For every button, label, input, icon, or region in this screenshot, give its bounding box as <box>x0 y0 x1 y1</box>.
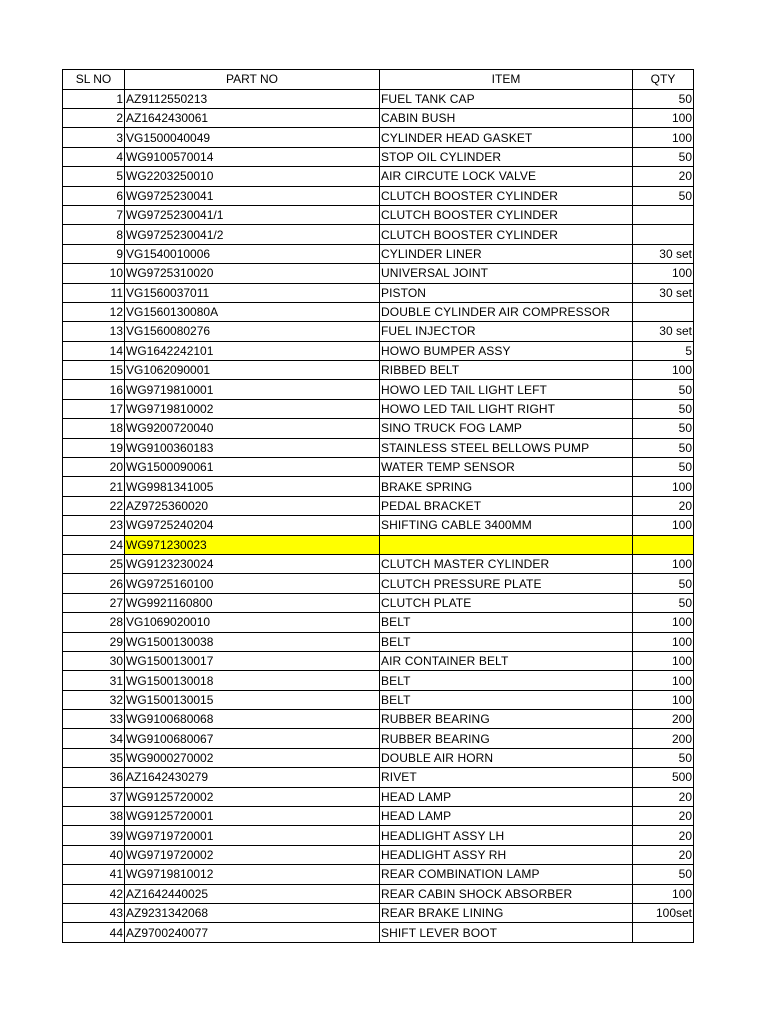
part-no-cell[interactable]: WG9100680068 <box>125 710 380 729</box>
item-cell[interactable]: HEADLIGHT ASSY RH <box>380 845 633 864</box>
table-row <box>63 108 694 127</box>
sl-cell[interactable]: 15 <box>63 361 125 380</box>
item-cell[interactable]: BELT <box>380 671 633 690</box>
sl-cell[interactable]: 19 <box>63 438 125 457</box>
qty-cell[interactable]: 50 <box>633 458 694 477</box>
part-no-cell[interactable]: VG1062090001 <box>125 361 380 380</box>
table-row <box>63 361 694 380</box>
table-row <box>63 884 694 903</box>
item-cell[interactable]: BELT <box>380 690 633 709</box>
qty-cell[interactable] <box>633 205 694 224</box>
item-cell[interactable]: RUBBER BEARING <box>380 729 633 748</box>
header-row <box>63 70 694 90</box>
qty-cell[interactable]: 20 <box>633 807 694 826</box>
qty-cell[interactable]: 50 <box>633 419 694 438</box>
part-no-cell[interactable]: WG9725240204 <box>125 516 380 535</box>
part-no-cell[interactable]: AZ9700240077 <box>125 923 380 942</box>
item-cell[interactable]: CLUTCH PLATE <box>380 593 633 612</box>
item-cell[interactable]: HEAD LAMP <box>380 787 633 806</box>
item-cell[interactable]: HOWO LED TAIL LIGHT LEFT <box>380 380 633 399</box>
item-cell[interactable] <box>380 535 633 554</box>
item-cell[interactable]: REAR BRAKE LINING <box>380 904 633 923</box>
item-cell[interactable]: PISTON <box>380 283 633 302</box>
item-cell[interactable]: CLUTCH PRESSURE PLATE <box>380 574 633 593</box>
table-row <box>63 438 694 457</box>
part-no-cell[interactable]: VG1560080276 <box>125 322 380 341</box>
part-no-cell[interactable]: WG9125720002 <box>125 787 380 806</box>
qty-cell[interactable]: 50 <box>633 593 694 612</box>
qty-cell[interactable] <box>633 302 694 321</box>
header-part-no[interactable]: PART NO <box>125 70 380 90</box>
table-row <box>63 904 694 923</box>
qty-cell[interactable]: 500 <box>633 768 694 787</box>
item-cell[interactable]: WATER TEMP SENSOR <box>380 458 633 477</box>
sl-cell[interactable]: 27 <box>63 593 125 612</box>
part-no-cell[interactable]: WG9981341005 <box>125 477 380 496</box>
qty-cell[interactable]: 30 set <box>633 322 694 341</box>
table-row <box>63 225 694 244</box>
qty-cell[interactable]: 100 <box>633 884 694 903</box>
qty-cell[interactable] <box>633 535 694 554</box>
item-cell[interactable]: CLUTCH MASTER CYLINDER <box>380 554 633 573</box>
sl-cell[interactable]: 1 <box>63 89 125 108</box>
part-no-cell[interactable]: WG9719810001 <box>125 380 380 399</box>
table-row <box>63 787 694 806</box>
sl-cell[interactable]: 40 <box>63 845 125 864</box>
part-no-cell[interactable]: WG9123230024 <box>125 554 380 573</box>
item-cell[interactable]: CABIN BUSH <box>380 108 633 127</box>
qty-cell[interactable]: 100 <box>633 108 694 127</box>
table-row <box>63 710 694 729</box>
table-row <box>63 768 694 787</box>
part-no-cell[interactable]: VG1560130080A <box>125 302 380 321</box>
sl-cell[interactable]: 12 <box>63 302 125 321</box>
item-cell[interactable]: BRAKE SPRING <box>380 477 633 496</box>
item-cell[interactable]: CLUTCH BOOSTER CYLINDER <box>380 205 633 224</box>
part-no-cell[interactable]: WG9725310020 <box>125 264 380 283</box>
qty-cell[interactable]: 50 <box>633 399 694 418</box>
item-cell[interactable]: RIVET <box>380 768 633 787</box>
sl-cell[interactable]: 39 <box>63 826 125 845</box>
part-no-cell[interactable]: VG1560037011 <box>125 283 380 302</box>
item-cell[interactable]: STOP OIL CYLINDER <box>380 147 633 166</box>
part-no-cell[interactable]: WG9000270002 <box>125 748 380 767</box>
sl-cell[interactable]: 36 <box>63 768 125 787</box>
table-row <box>63 845 694 864</box>
table-row <box>63 632 694 651</box>
part-no-cell[interactable]: WG9719720002 <box>125 845 380 864</box>
table-row <box>63 826 694 845</box>
part-no-cell[interactable]: AZ9231342068 <box>125 904 380 923</box>
item-cell[interactable]: BELT <box>380 632 633 651</box>
qty-cell[interactable]: 100 <box>633 613 694 632</box>
qty-cell[interactable]: 30 set <box>633 244 694 263</box>
table-row <box>63 690 694 709</box>
qty-cell[interactable]: 100 <box>633 632 694 651</box>
table-row <box>63 574 694 593</box>
sl-cell[interactable]: 6 <box>63 186 125 205</box>
table-row <box>63 399 694 418</box>
table-row <box>63 283 694 302</box>
item-cell[interactable]: RIBBED BELT <box>380 361 633 380</box>
sl-cell[interactable]: 30 <box>63 651 125 670</box>
item-cell[interactable]: REAR CABIN SHOCK ABSORBER <box>380 884 633 903</box>
part-no-cell[interactable]: AZ1642430061 <box>125 108 380 127</box>
item-cell[interactable]: FUEL TANK CAP <box>380 89 633 108</box>
item-cell[interactable]: CLUTCH BOOSTER CYLINDER <box>380 225 633 244</box>
qty-cell[interactable]: 5 <box>633 341 694 360</box>
sl-cell[interactable]: 28 <box>63 613 125 632</box>
qty-cell[interactable]: 100set <box>633 904 694 923</box>
table-row <box>63 341 694 360</box>
sl-cell[interactable]: 10 <box>63 264 125 283</box>
part-no-cell[interactable]: WG9125720001 <box>125 807 380 826</box>
table-row <box>63 477 694 496</box>
table-row <box>63 167 694 186</box>
sl-cell[interactable]: 13 <box>63 322 125 341</box>
table-row <box>63 554 694 573</box>
item-cell[interactable]: BELT <box>380 613 633 632</box>
item-cell[interactable]: DOUBLE CYLINDER AIR COMPRESSOR <box>380 302 633 321</box>
table-row <box>63 729 694 748</box>
part-no-cell[interactable]: AZ1642430279 <box>125 768 380 787</box>
part-no-cell[interactable]: WG1500130038 <box>125 632 380 651</box>
item-cell[interactable]: CYLINDER LINER <box>380 244 633 263</box>
qty-cell[interactable]: 100 <box>633 651 694 670</box>
sl-cell[interactable]: 18 <box>63 419 125 438</box>
qty-cell[interactable]: 50 <box>633 186 694 205</box>
qty-cell[interactable]: 30 set <box>633 283 694 302</box>
part-no-cell[interactable]: WG1642242101 <box>125 341 380 360</box>
sl-cell[interactable]: 25 <box>63 554 125 573</box>
item-cell[interactable]: HEADLIGHT ASSY LH <box>380 826 633 845</box>
sl-cell[interactable]: 41 <box>63 865 125 884</box>
sl-cell[interactable]: 21 <box>63 477 125 496</box>
qty-cell[interactable]: 50 <box>633 574 694 593</box>
header-item[interactable]: ITEM <box>380 70 633 90</box>
sl-cell[interactable]: 7 <box>63 205 125 224</box>
sl-cell[interactable]: 33 <box>63 710 125 729</box>
part-no-cell[interactable]: WG9719720001 <box>125 826 380 845</box>
qty-cell[interactable]: 100 <box>633 477 694 496</box>
part-no-cell[interactable]: WG9725160100 <box>125 574 380 593</box>
part-no-cell[interactable]: AZ9112550213 <box>125 89 380 108</box>
part-no-cell[interactable]: WG2203250010 <box>125 167 380 186</box>
qty-cell[interactable]: 100 <box>633 128 694 147</box>
part-no-cell[interactable]: WG9100680067 <box>125 729 380 748</box>
part-no-cell[interactable]: WG9719810012 <box>125 865 380 884</box>
table-row <box>63 458 694 477</box>
table-row <box>63 380 694 399</box>
sl-cell[interactable]: 9 <box>63 244 125 263</box>
sl-cell[interactable]: 17 <box>63 399 125 418</box>
sl-cell[interactable]: 35 <box>63 748 125 767</box>
item-cell[interactable]: CLUTCH BOOSTER CYLINDER <box>380 186 633 205</box>
item-cell[interactable]: HEAD LAMP <box>380 807 633 826</box>
table-row <box>63 613 694 632</box>
part-no-cell[interactable]: WG1500130015 <box>125 690 380 709</box>
item-cell[interactable]: RUBBER BEARING <box>380 710 633 729</box>
table-row <box>63 535 694 554</box>
qty-cell[interactable]: 50 <box>633 89 694 108</box>
part-no-cell[interactable]: WG9725230041 <box>125 186 380 205</box>
sl-cell[interactable]: 20 <box>63 458 125 477</box>
qty-cell[interactable]: 200 <box>633 729 694 748</box>
table-row <box>63 322 694 341</box>
sl-cell[interactable]: 43 <box>63 904 125 923</box>
table-row <box>63 89 694 108</box>
qty-cell[interactable]: 100 <box>633 671 694 690</box>
part-no-cell[interactable]: WG971230023 <box>125 535 380 554</box>
part-no-cell[interactable]: WG9719810002 <box>125 399 380 418</box>
part-no-cell[interactable]: WG9725230041/1 <box>125 205 380 224</box>
qty-cell[interactable] <box>633 923 694 942</box>
sl-cell[interactable]: 34 <box>63 729 125 748</box>
qty-cell[interactable]: 50 <box>633 865 694 884</box>
part-no-cell[interactable]: WG9200720040 <box>125 419 380 438</box>
table-row <box>63 186 694 205</box>
sl-cell[interactable]: 22 <box>63 496 125 515</box>
item-cell[interactable]: CYLINDER HEAD GASKET <box>380 128 633 147</box>
sl-cell[interactable]: 23 <box>63 516 125 535</box>
sl-cell[interactable]: 38 <box>63 807 125 826</box>
part-no-cell[interactable]: WG9100570014 <box>125 147 380 166</box>
part-no-cell[interactable]: WG9100360183 <box>125 438 380 457</box>
item-cell[interactable]: SHIFTING CABLE 3400MM <box>380 516 633 535</box>
part-no-cell[interactable]: WG1500130017 <box>125 651 380 670</box>
part-no-cell[interactable]: WG9725230041/2 <box>125 225 380 244</box>
part-no-cell[interactable]: AZ1642440025 <box>125 884 380 903</box>
sl-cell[interactable]: 29 <box>63 632 125 651</box>
item-cell[interactable]: UNIVERSAL JOINT <box>380 264 633 283</box>
sl-cell[interactable]: 2 <box>63 108 125 127</box>
table-row <box>63 923 694 942</box>
qty-cell[interactable]: 100 <box>633 516 694 535</box>
sl-cell[interactable]: 16 <box>63 380 125 399</box>
qty-cell[interactable]: 20 <box>633 845 694 864</box>
table-row <box>63 748 694 767</box>
table-row <box>63 516 694 535</box>
part-no-cell[interactable]: WG1500130018 <box>125 671 380 690</box>
table-row <box>63 807 694 826</box>
part-no-cell[interactable]: VG1500040049 <box>125 128 380 147</box>
qty-cell[interactable]: 20 <box>633 826 694 845</box>
qty-cell[interactable]: 20 <box>633 787 694 806</box>
item-cell[interactable]: FUEL INJECTOR <box>380 322 633 341</box>
sl-cell[interactable]: 24 <box>63 535 125 554</box>
table-body <box>63 89 694 942</box>
item-cell[interactable]: REAR COMBINATION LAMP <box>380 865 633 884</box>
item-cell[interactable]: SHIFT LEVER BOOT <box>380 923 633 942</box>
table-row <box>63 244 694 263</box>
item-cell[interactable]: SINO TRUCK FOG LAMP <box>380 419 633 438</box>
part-no-cell[interactable]: WG1500090061 <box>125 458 380 477</box>
sl-cell[interactable]: 44 <box>63 923 125 942</box>
sl-cell[interactable]: 5 <box>63 167 125 186</box>
qty-cell[interactable]: 100 <box>633 361 694 380</box>
table-row <box>63 302 694 321</box>
table-row <box>63 593 694 612</box>
qty-cell[interactable]: 100 <box>633 690 694 709</box>
qty-cell[interactable]: 50 <box>633 147 694 166</box>
qty-cell[interactable] <box>633 225 694 244</box>
item-cell[interactable]: HOWO LED TAIL LIGHT RIGHT <box>380 399 633 418</box>
table-row <box>63 147 694 166</box>
qty-cell[interactable]: 20 <box>633 167 694 186</box>
table-row <box>63 865 694 884</box>
table-row <box>63 651 694 670</box>
sl-cell[interactable]: 26 <box>63 574 125 593</box>
sl-cell[interactable]: 14 <box>63 341 125 360</box>
table-row <box>63 205 694 224</box>
sl-cell[interactable]: 37 <box>63 787 125 806</box>
header-sl-no[interactable]: SL NO <box>63 70 125 90</box>
qty-cell[interactable]: 50 <box>633 438 694 457</box>
item-cell[interactable]: AIR CIRCUTE LOCK VALVE <box>380 167 633 186</box>
sl-cell[interactable]: 8 <box>63 225 125 244</box>
sl-cell[interactable]: 32 <box>63 690 125 709</box>
qty-cell[interactable]: 100 <box>633 554 694 573</box>
part-no-cell[interactable]: VG1069020010 <box>125 613 380 632</box>
item-cell[interactable]: PEDAL BRACKET <box>380 496 633 515</box>
qty-cell[interactable]: 100 <box>633 264 694 283</box>
qty-cell[interactable]: 50 <box>633 380 694 399</box>
sl-cell[interactable]: 42 <box>63 884 125 903</box>
qty-cell[interactable]: 200 <box>633 710 694 729</box>
item-cell[interactable]: STAINLESS STEEL BELLOWS PUMP <box>380 438 633 457</box>
sl-cell[interactable]: 11 <box>63 283 125 302</box>
part-no-cell[interactable]: WG9921160800 <box>125 593 380 612</box>
item-cell[interactable]: HOWO BUMPER ASSY <box>380 341 633 360</box>
sl-cell[interactable]: 3 <box>63 128 125 147</box>
item-cell[interactable]: DOUBLE AIR HORN <box>380 748 633 767</box>
table-row <box>63 128 694 147</box>
item-cell[interactable]: AIR CONTAINER BELT <box>380 651 633 670</box>
sl-cell[interactable]: 4 <box>63 147 125 166</box>
part-no-cell[interactable]: AZ9725360020 <box>125 496 380 515</box>
table-row <box>63 419 694 438</box>
header-qty[interactable]: QTY <box>633 70 694 90</box>
qty-cell[interactable]: 50 <box>633 748 694 767</box>
part-no-cell[interactable]: VG1540010006 <box>125 244 380 263</box>
sl-cell[interactable]: 31 <box>63 671 125 690</box>
qty-cell[interactable]: 20 <box>633 496 694 515</box>
parts-table <box>62 69 694 943</box>
table-row <box>63 264 694 283</box>
table-row <box>63 671 694 690</box>
table-row <box>63 496 694 515</box>
